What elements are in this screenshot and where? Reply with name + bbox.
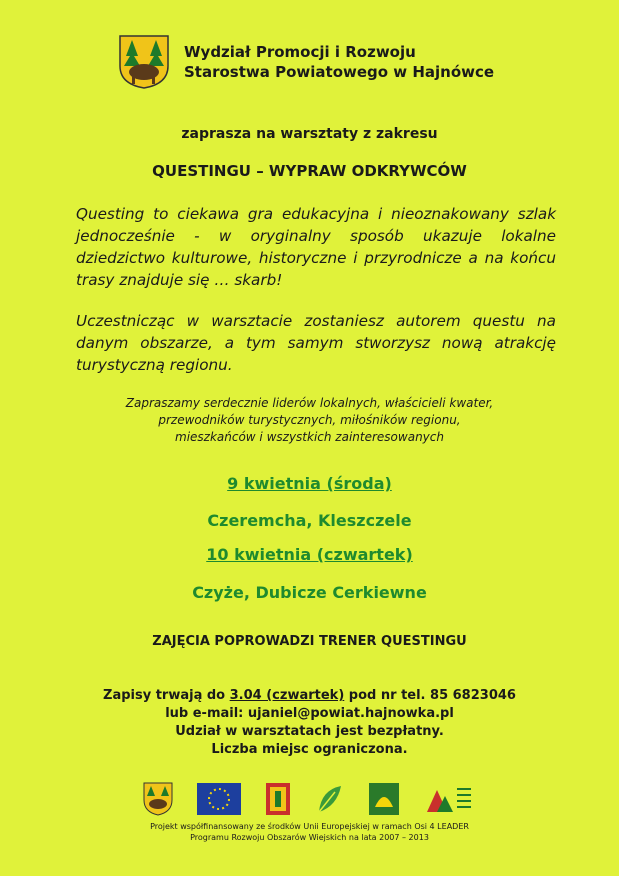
places-1: Czeremcha, Kleszczele [207, 511, 412, 530]
county-crest-logo [118, 34, 170, 90]
description-paragraph-1: Questing to ciekawa gra edukacyjna i nieoznakowany szlak jednocześnie - w oryginalny sposób ukazuje lokalne dziedzictwo kulturowe, historyczne i przyrodnicze a na końcu trasy znajduje się … skarb! [76, 205, 556, 289]
signup-deadline: 3.04 (czwartek) [229, 688, 345, 703]
local-emblem-logo [265, 782, 291, 816]
lgd-leaf-logo [315, 782, 345, 816]
description-paragraph-2: Uczestnicząc w warsztacie zostaniesz autorem questu na danym obszarze, a tym samym stworzysz nową atrakcję turystyczną regionu. [76, 312, 556, 374]
trainer-note: ZAJĘCIA POPROWADZI TRENER QUESTINGU [152, 634, 467, 649]
audience-line-3: mieszkańców i wszystkich zainteresowanych [175, 430, 444, 444]
audience-line-2: przewodników turystycznych, miłośników regionu, [158, 413, 461, 427]
date-1: 9 kwietnia (środa) [227, 474, 392, 493]
signup-prefix: Zapisy trwają do [103, 688, 230, 703]
organization-name [184, 42, 494, 82]
audience-line-1: Zapraszamy serdecznie liderów lokalnych, właścicieli kwater, [125, 396, 494, 410]
date-2: 10 kwietnia (czwartek) [206, 545, 413, 564]
org-line-1: Wydział Promocji i Rozwoju [184, 43, 416, 61]
funding-line-1: Projekt współfinansowany ze środków Unii Europejskiej w ramach Osi 4 LEADER [150, 822, 469, 831]
places-2: Czyże, Dubicze Cerkiewne [192, 583, 427, 602]
signup-deadline-line [0, 687, 619, 705]
sponsor-logos [143, 780, 473, 818]
signup-info [0, 687, 619, 759]
eu-flag-logo [197, 782, 241, 816]
funding-line-2: Programu Rozwoju Obszarów Wiejskich na lata 2007 – 2013 [190, 833, 429, 842]
audience-invitation [0, 395, 619, 446]
prow-logo [423, 782, 473, 816]
limited-places: Liczba miejsc ograniczona. [211, 742, 408, 757]
leader-logo [369, 782, 399, 816]
org-line-2: Starostwa Powiatowego w Hajnówce [184, 63, 495, 81]
county-crest-small-logo [143, 782, 173, 816]
free-participation: Udział w warsztatach jest bezpłatny. [175, 724, 444, 739]
invite-line: zaprasza na warsztaty z zakresu [181, 126, 438, 142]
workshop-topic: QUESTINGU – WYPRAW ODKRYWCÓW [152, 162, 467, 180]
signup-email[interactable]: lub e-mail: ujaniel@powiat.hajnowka.pl [165, 706, 454, 721]
header [118, 34, 494, 90]
signup-phone: pod nr tel. 85 6823046 [344, 688, 516, 703]
funding-note [0, 821, 619, 843]
